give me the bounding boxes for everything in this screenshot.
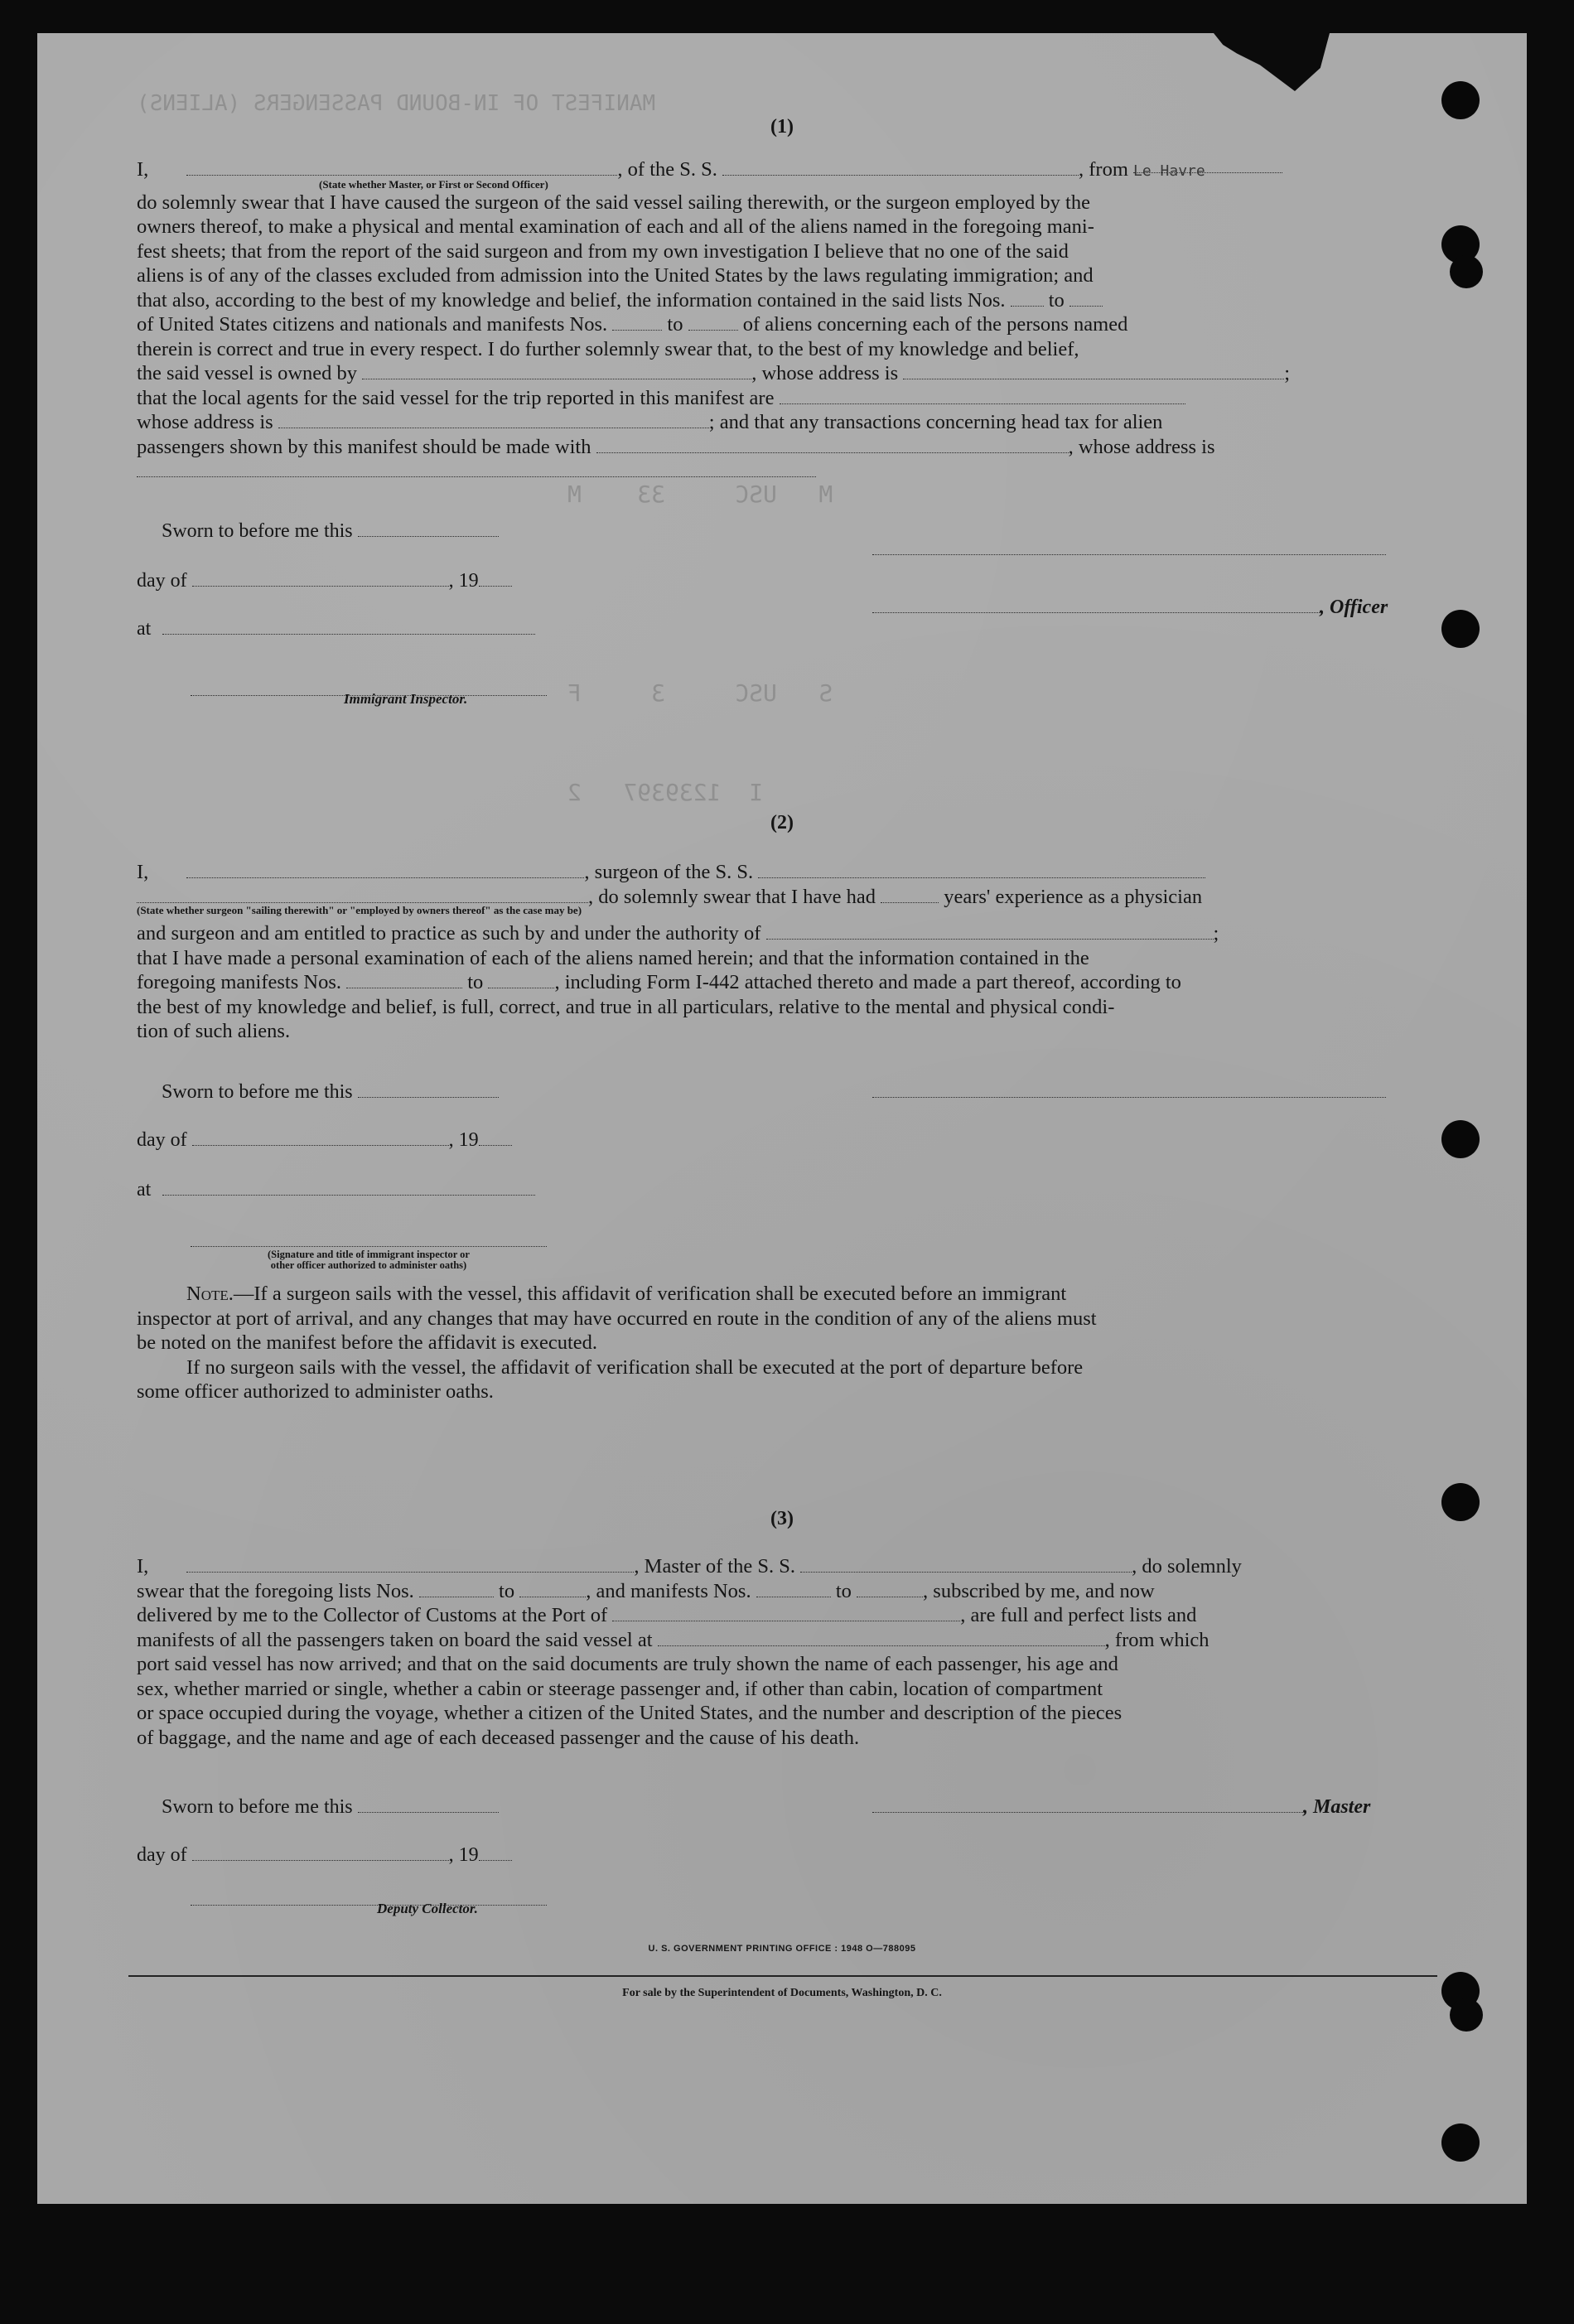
local-agents-field[interactable] [780,389,1185,404]
officer-signature-field[interactable] [872,597,1320,613]
administrator-signature-field[interactable] [191,1231,547,1247]
surgeon-signature-line [872,1081,1386,1104]
inspector-caption: Immigrant Inspector. [344,691,468,707]
officer-signature-line: , Officer [872,597,1388,619]
s3-manifests-to-field[interactable] [857,1582,923,1597]
year-field-3[interactable] [479,1845,512,1861]
torn-corner [1214,33,1330,91]
surgeon-note: (State whether surgeon "sailing therewith" or "employed by owners thereof" as the case may be) [137,904,582,916]
day-of-line-1: day of , 19 [137,570,512,592]
master-signature-line: , Master [872,1796,1370,1819]
s2-manifests-to-field[interactable] [488,973,554,988]
s3-lists-from-field[interactable] [419,1582,494,1597]
bleed-through-text: MANIFEST OF IN-BOUND PASSENGERS (ALIENS) [137,91,656,116]
s3-lists-to-field[interactable] [519,1582,586,1597]
surgeon-name-field[interactable] [186,862,584,878]
owner-field[interactable] [362,364,751,379]
practice-authority-field[interactable] [766,924,1214,940]
s3-manifests-from-field[interactable] [756,1582,831,1597]
head-tax-contact-field[interactable] [596,437,1069,453]
surgeon-signature-field[interactable] [872,1082,1386,1098]
at-field-2[interactable] [162,1180,535,1196]
sworn-date-field-1[interactable] [358,521,499,537]
agents-address-field[interactable] [278,413,709,428]
day-of-field-3[interactable] [192,1845,449,1861]
sworn-date-field-3[interactable] [358,1797,499,1813]
footer-rule [128,1975,1437,1977]
master-signature-field[interactable] [872,1797,1303,1813]
officer-signature-field-1[interactable] [872,539,1386,555]
lists-to-field[interactable] [1069,291,1103,307]
bleed-through-text: M USC 33 M [567,481,833,508]
note-paragraph: Note.—If a surgeon sails with the vessel, this affidavit of verification shall be executed before an immigrant inspector at port of arrival, and any changes that may have occurred en route in the condition of any of the aliens must be noted on the manifest before the affidavit is executed. If no surgeon sails with the vessel, the affidavit of verification shall be executed at the port of departure before some officer authorized to administer oaths. [137,1283,1097,1403]
signature-line-1 [872,539,1386,561]
owner-address-field[interactable] [903,364,1284,379]
deputy-signature-line [191,1889,547,1911]
year-field-2[interactable] [479,1130,512,1146]
section-2-text: I, , surgeon of the S. S. , do solemnly swear that I have had years' experience as a physician (State whether surgeon "sailing therewith" or "employed by owners thereof" as the case may be) and surgeon and am entitled to practice as such by and under the authority of ; that I have made a personal examination of each of the aliens named herein; and that the information contained in the foregoing manifests Nos. to , including Form I-442 attached thereto and made a part thereof, according to the best of my knowledge and belief, is full, correct, and true in all particulars, relative to the mental and physical condi- tion of such aliens. [137,860,1429,1044]
surgeon-vessel-field[interactable] [758,862,1205,878]
sworn-line-1: Sworn to before me this [162,520,499,543]
punch-hole [1441,1120,1480,1158]
lists-from-field[interactable] [1011,291,1044,307]
section-2-number: (2) [770,812,794,833]
day-of-line-2: day of , 19 [137,1129,512,1152]
officer-note: (State whether Master, or First or Second Officer) [319,177,548,191]
manifests-from-field[interactable] [612,315,662,331]
section-3-text: I, , Master of the S. S. , do solemnly swear that the foregoing lists Nos. to , and manifests Nos. to , subscribed by me, and now delivered by me to the Collector of Customs at the Port of , are full and perfect lists and manifests of all the passengers taken on board the said vessel at , from which port said vessel has now arrived; and that on the said documents are truly shown the name of each passenger, his age and sex, whether married or single, whether a cabin or steerage passenger and, if other than cabin, location of compartment or space occupied during the voyage, whether a citizen of the United States, and the number and description of the pieces of baggage, and the name and age of each deceased passenger and the cause of his death. [137,1555,1242,1749]
at-line-1: at [137,618,535,640]
signature-caption: (Signature and title of immigrant inspector or other officer authorized to administer oaths) [268,1249,470,1271]
deputy-signature-field[interactable] [191,1890,547,1906]
at-line-2: at [137,1179,535,1201]
punch-hole [1450,255,1483,288]
bleed-through-text: S USC 3 F [567,679,833,707]
bleed-through-text: I 1239397 2 [567,779,764,806]
officer-name-field[interactable] [186,160,617,176]
at-field-1[interactable] [162,619,535,635]
section-1-number: (1) [770,116,794,138]
master-name-field[interactable] [186,1557,634,1573]
gpo-imprint: U. S. GOVERNMENT PRINTING OFFICE : 1948 O—788095 [648,1944,916,1954]
port-of-departure-field[interactable]: Le Havre [1133,157,1282,173]
surgeon-type-field[interactable] [137,887,588,903]
punch-hole [1441,2123,1480,2162]
punch-hole [1441,610,1480,648]
head-tax-address-field[interactable] [137,461,816,477]
sworn-line-3: Sworn to before me this [162,1796,499,1819]
years-experience-field[interactable] [881,887,939,903]
boarding-port-field[interactable] [658,1631,1105,1646]
port-of-customs-field[interactable] [612,1606,960,1621]
punch-hole [1441,81,1480,119]
day-of-field-2[interactable] [192,1130,449,1146]
section-3-number: (3) [770,1508,794,1529]
punch-hole [1450,1998,1483,2032]
s2-manifests-from-field[interactable] [346,973,462,988]
manifests-to-field[interactable] [688,315,738,331]
sworn-line-2: Sworn to before me this [162,1081,499,1104]
section-1-text: I, , of the S. S. , from Le Havre (State whether Master, or First or Second Officer) do solemnly swear that I have caused the surgeon of the said vessel sailing therewith, or the surgeon employed by the owners thereof, to make a physical and mental examination of each and all of the aliens named in the foregoing mani- fest sheets; that from the report of the said surgeon and from my own investigation I believe that no one of the said aliens is of any of the classes excluded from admission into the United States by the laws regulating immigration; and that also, according to the best of my knowledge and belief, the information contained in the said lists Nos. to of United States citizens and nationals and manifests Nos. to of aliens concerning each of the persons named therein is correct and true in every respect. I do further solemnly swear that, to the best of my knowledge and belief, the said vessel is owned by , whose address is ; that the local agents for the said vessel for the trip reported in this manifest are whose address is ; and that any transactions concerning head tax for alien passengers shown by this manifest should be made with , whose address is [137,157,1429,484]
for-sale-note: For sale by the Superintendent of Documents, Washington, D. C. [622,1987,942,1999]
deputy-caption: Deputy Collector. [377,1901,478,1916]
vessel-name-field[interactable] [722,160,1079,176]
day-of-field-1[interactable] [192,571,449,587]
sworn-date-field-2[interactable] [358,1082,499,1098]
document-page [37,33,1527,2204]
year-field-1[interactable] [479,571,512,587]
day-of-line-3: day of , 19 [137,1844,512,1867]
master-vessel-field[interactable] [800,1557,1132,1573]
